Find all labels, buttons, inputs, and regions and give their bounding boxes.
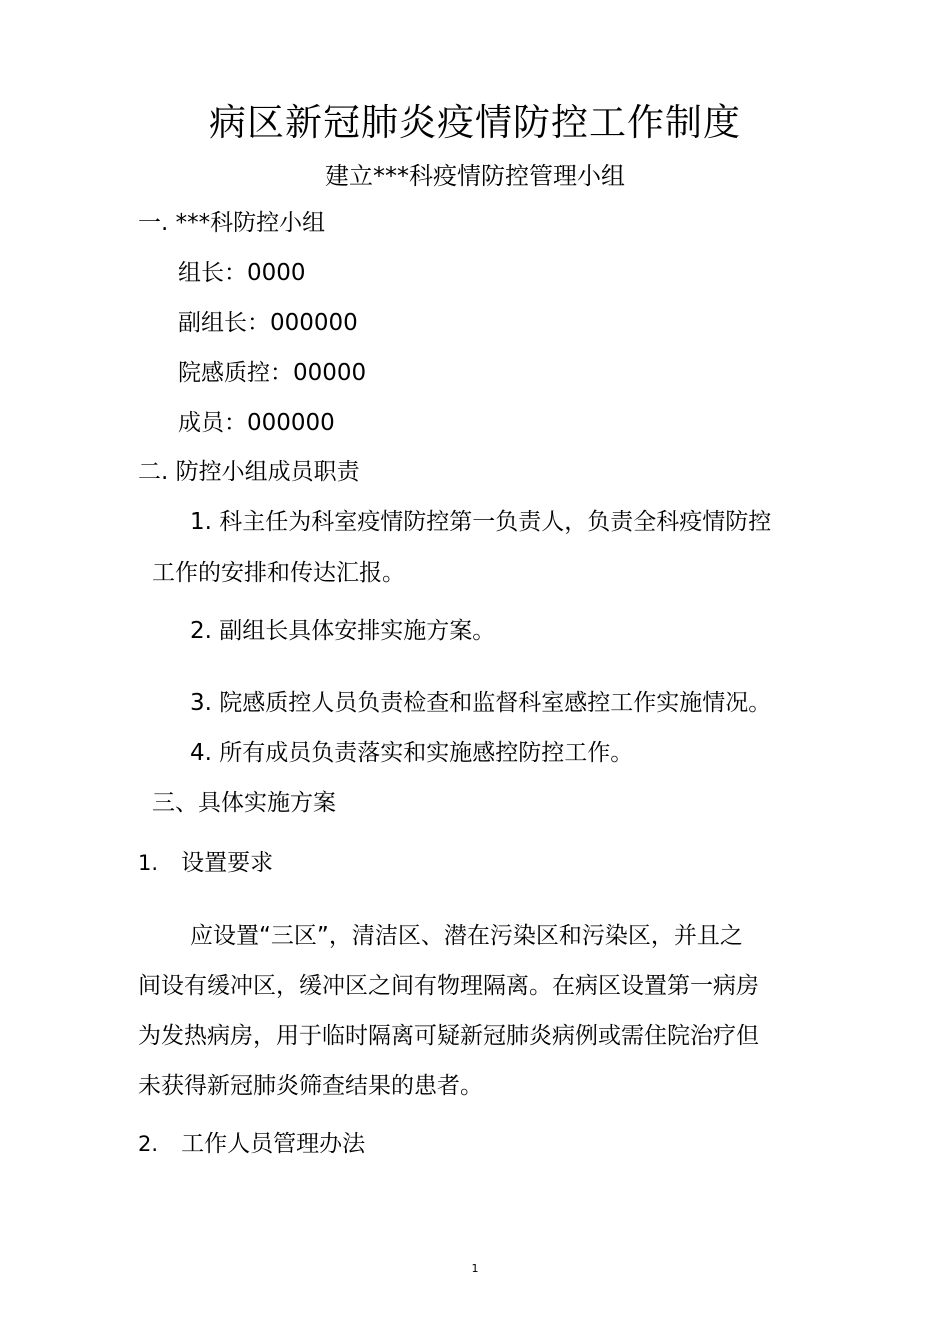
subsection-number: 1. — [138, 851, 159, 875]
section-heading-duties: 二. 防控小组成员职责 — [138, 459, 360, 485]
section-heading-team: 一. ***科防控小组 — [138, 210, 326, 236]
duty-item-1-line2: 工作的安排和传达汇报。 — [152, 560, 405, 586]
section-heading-plan: 三、具体实施方案 — [152, 790, 336, 816]
member-leader: 组长：0000 — [178, 260, 306, 286]
page-number: 1 — [471, 1262, 479, 1275]
member-deputy-leader: 副组长：000000 — [178, 310, 358, 336]
document-title: 病区新冠肺炎疫情防控工作制度 — [209, 101, 741, 144]
duty-item-4: 4. 所有成员负责落实和实施感控防控工作。 — [190, 740, 634, 766]
duty-item-3: 3. 院感质控人员负责检查和监督科室感控工作实施情况。 — [190, 690, 772, 716]
member-staff: 成员：000000 — [178, 410, 335, 436]
subsection-label: 工作人员管理办法 — [181, 1131, 366, 1157]
member-infection-control: 院感质控：00000 — [178, 360, 367, 386]
paragraph-line-4: 未获得新冠肺炎筛查结果的患者。 — [138, 1073, 483, 1099]
subsection-setup — [138, 852, 273, 875]
subsection-staff — [138, 1133, 365, 1156]
paragraph-line-2: 间设有缓冲区，缓冲区之间有物理隔离。在病区设置第一病房 — [138, 973, 759, 999]
document-subtitle: 建立***科疫情防控管理小组 — [325, 162, 625, 190]
duty-item-2: 2. 副组长具体安排实施方案。 — [190, 618, 496, 644]
duty-item-1-line1: 1. 科主任为科室疫情防控第一负责人，负责全科疫情防控 — [190, 509, 772, 535]
paragraph-line-1: 应设置“三区”，清洁区、潜在污染区和污染区，并且之 — [190, 923, 743, 949]
paragraph-line-3: 为发热病房，用于临时隔离可疑新冠肺炎病例或需住院治疗但 — [138, 1023, 759, 1049]
subsection-label: 设置要求 — [181, 850, 274, 876]
subsection-number: 2. — [138, 1132, 159, 1156]
